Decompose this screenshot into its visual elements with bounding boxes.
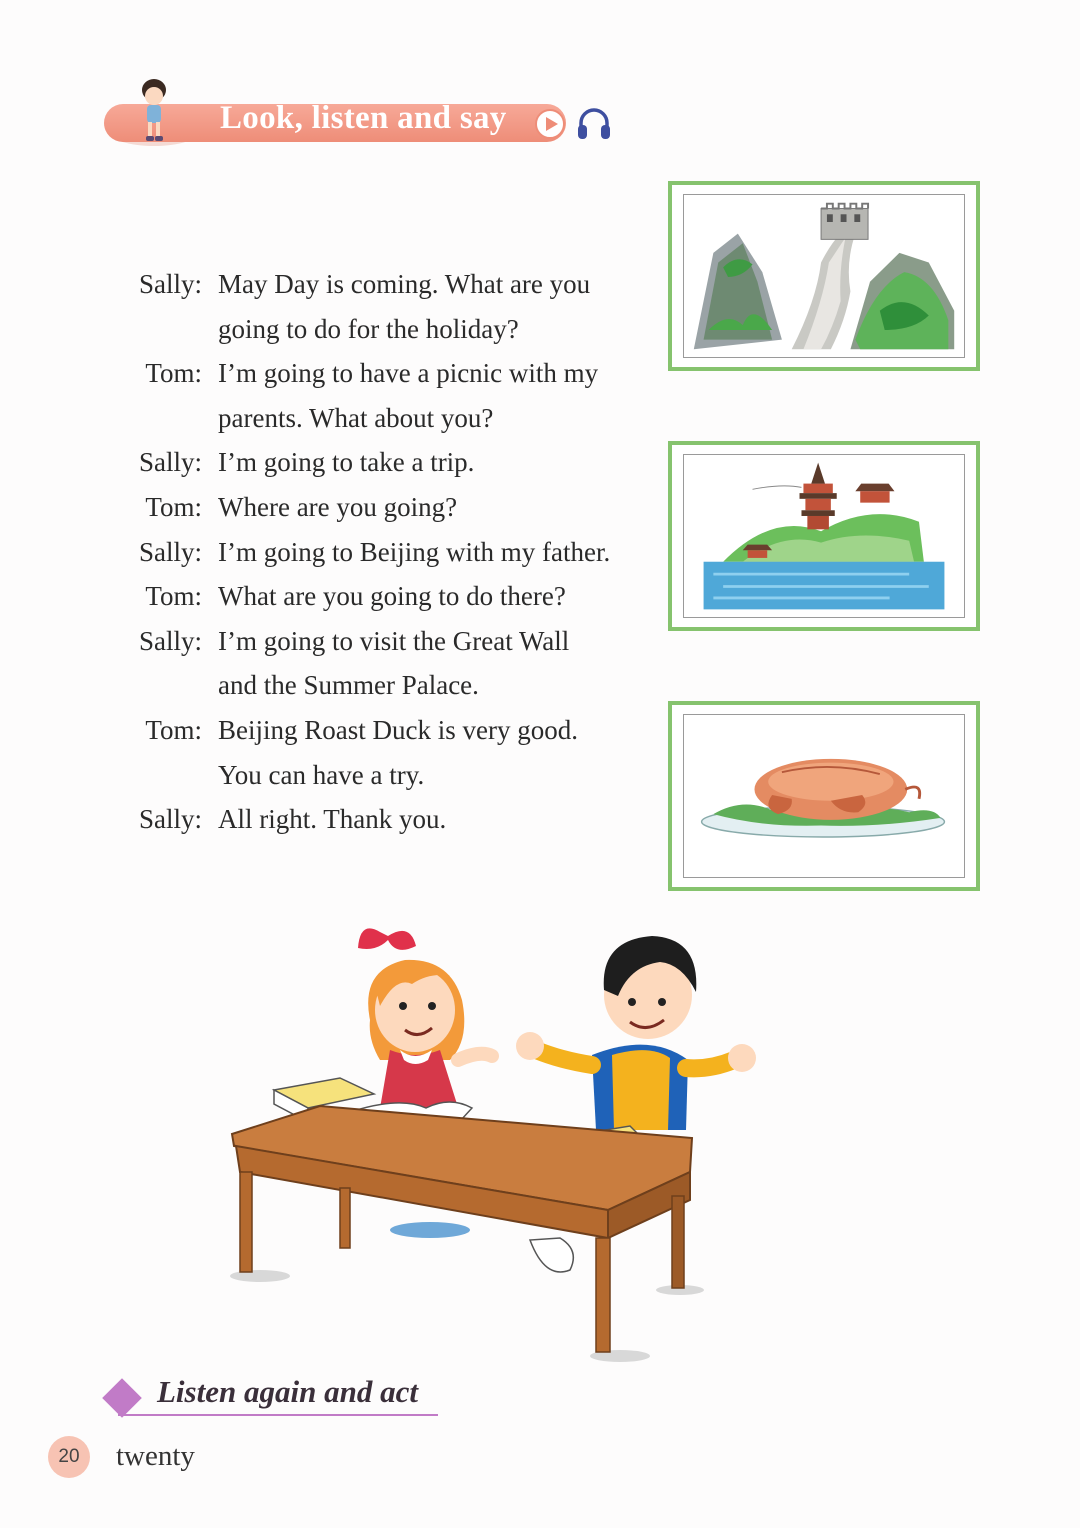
dialogue-text: Beijing Roast Duck is very good. (218, 715, 578, 745)
diamond-bullet-icon (102, 1378, 142, 1418)
speaker-label: Tom: (145, 358, 202, 389)
dialogue-text: and the Summer Palace. (218, 670, 479, 701)
speaker-label: Sally: (138, 804, 202, 835)
speaker-label: Sally: (138, 447, 202, 478)
dialogue-text: May Day is coming. What are you (218, 269, 591, 299)
dialogue-text: What are you going to do there? (218, 581, 566, 612)
speaker-label: Tom: (145, 715, 202, 745)
child-mascot-icon (128, 76, 180, 148)
roast-duck-picture (668, 701, 980, 891)
section-underline (118, 1414, 438, 1416)
speaker-label: Sally: (138, 536, 202, 567)
dialogue-text: All right. Thank you. (218, 804, 447, 835)
dialogue-text: I’m going to have a picnic with my (218, 358, 599, 389)
summer-palace-picture (668, 441, 980, 631)
speaker-label: Tom: (145, 492, 202, 522)
dialogue-text: parents. What about you? (218, 402, 494, 433)
children-at-desk-illustration (200, 910, 800, 1370)
section-title: Look, listen and say (220, 100, 507, 136)
great-wall-picture (668, 181, 980, 371)
page-number-badge: 20 (48, 1436, 90, 1478)
dialogue-text: going to do for the holiday? (218, 313, 519, 344)
dialogue-text: I’m going to Beijing with my father. (218, 536, 611, 567)
section-subtitle: Listen again and act (157, 1374, 418, 1409)
dialogue-text: You can have a try. (218, 759, 425, 790)
page-number-word: twenty (116, 1440, 195, 1472)
dialogue-text: I’m going to visit the Great Wall (218, 625, 570, 656)
dialogue-text: Where are you going? (218, 492, 458, 522)
speaker-label: Tom: (145, 581, 202, 612)
speaker-label: Sally: (138, 625, 202, 656)
dialogue-text: I’m going to take a trip. (218, 447, 475, 478)
speaker-label: Sally: (138, 269, 202, 299)
headphones-icon[interactable] (574, 104, 614, 144)
play-icon[interactable] (534, 108, 566, 140)
